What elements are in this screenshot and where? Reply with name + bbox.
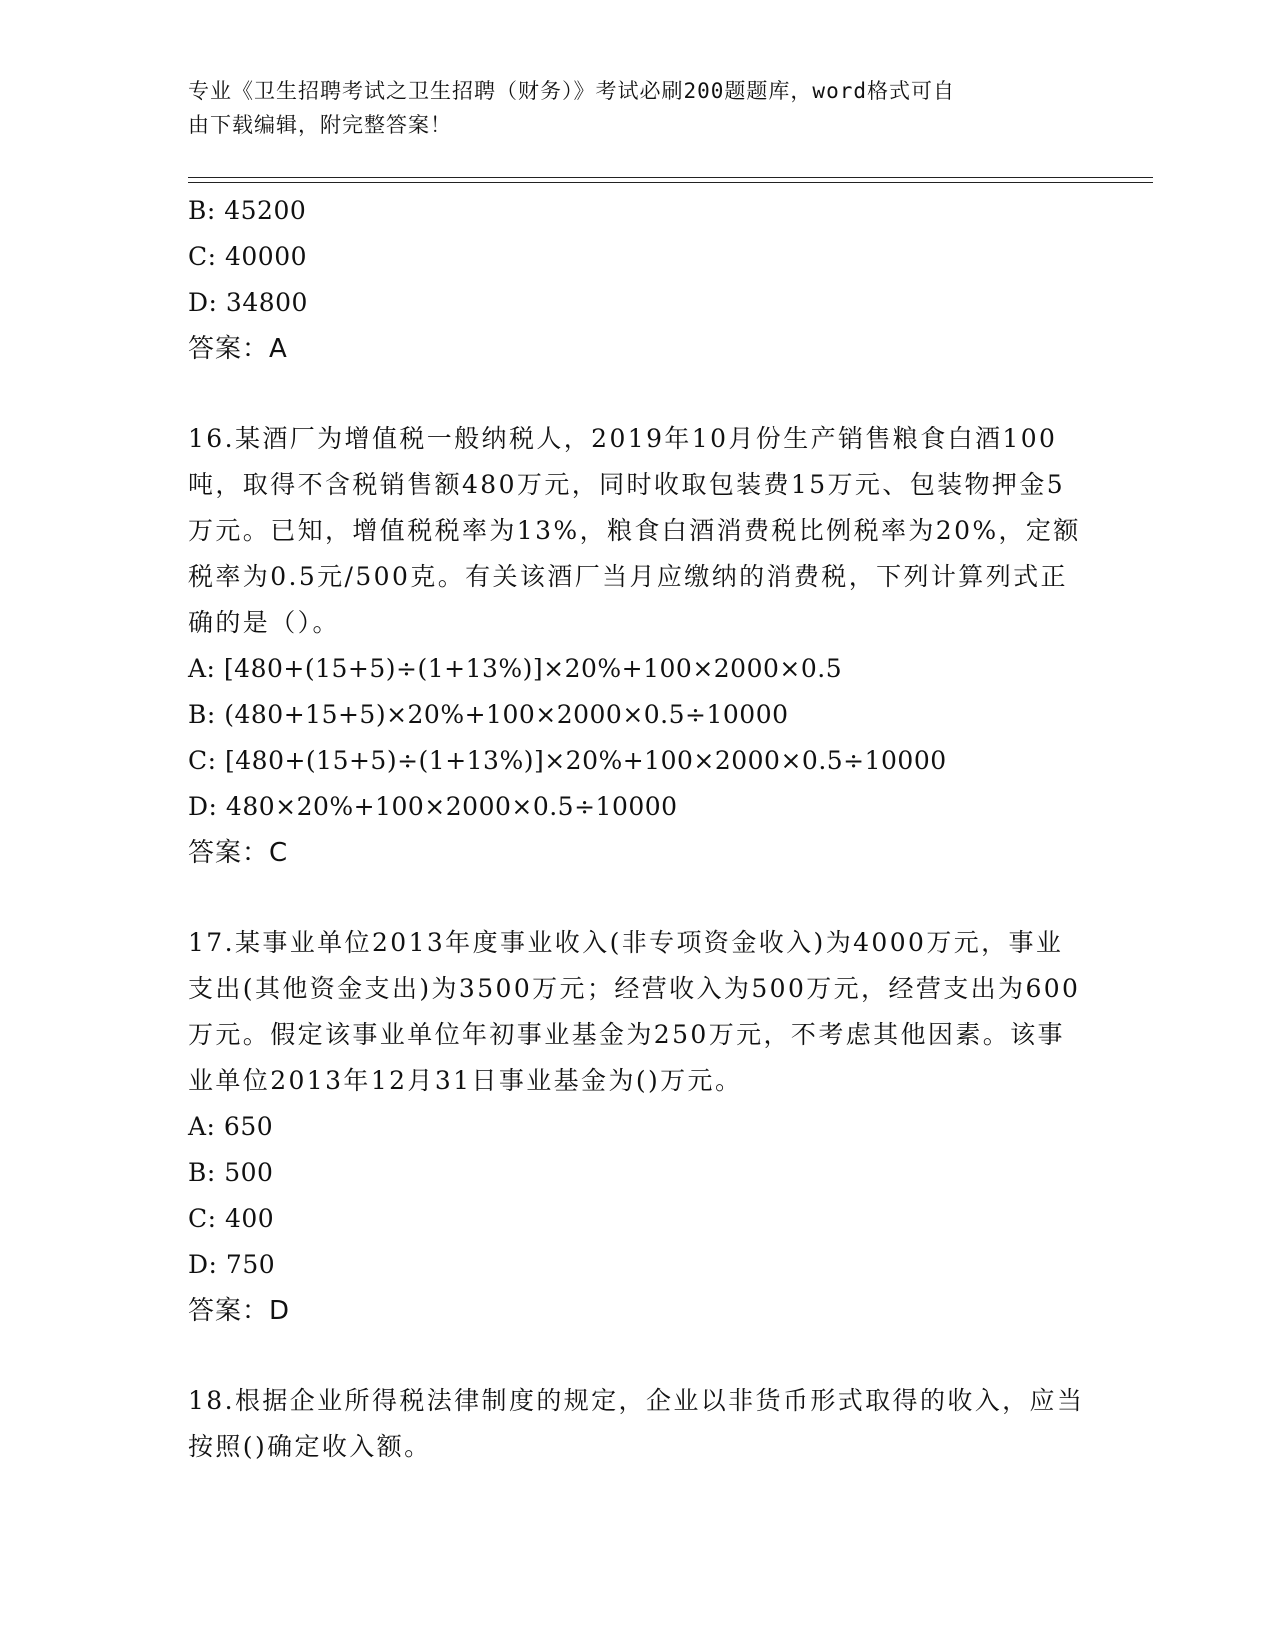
answer-line: 答案：D bbox=[188, 1296, 291, 1326]
option-b: B: 500 bbox=[188, 1158, 274, 1187]
spacer bbox=[188, 372, 1088, 416]
option-c: C: 40000 bbox=[188, 242, 308, 271]
option-a: A: 650 bbox=[188, 1112, 274, 1141]
question-18 bbox=[188, 1378, 1088, 1470]
spacer bbox=[188, 876, 1088, 920]
option-b: B: 45200 bbox=[188, 196, 307, 225]
option-c: C: 400 bbox=[188, 1204, 275, 1233]
document-body bbox=[188, 188, 1088, 1470]
option-c: C: [480+(15+5)÷(1+13%)]×20%+100×2000×0.5÷10000 bbox=[188, 746, 947, 775]
option-d: D: 750 bbox=[188, 1250, 276, 1279]
option-a: A: [480+(15+5)÷(1+13%)]×20%+100×2000×0.5 bbox=[188, 654, 843, 683]
question-16 bbox=[188, 416, 1088, 876]
answer-line: 答案：C bbox=[188, 838, 289, 868]
document-header bbox=[188, 74, 1068, 142]
option-d: D: 34800 bbox=[188, 288, 308, 317]
header-line-2: 由下载编辑，附完整答案！ bbox=[188, 113, 452, 137]
question-15-tail bbox=[188, 188, 1088, 372]
option-d: D: 480×20%+100×2000×0.5÷10000 bbox=[188, 792, 678, 821]
header-line-1: 专业《卫生招聘考试之卫生招聘（财务）》考试必刷200题题库，word格式可自 bbox=[188, 79, 955, 103]
question-stem: 18.根据企业所得税法律制度的规定，企业以非货币形式取得的收入，应当按照()确定收入额。 bbox=[188, 1386, 1085, 1461]
option-b: B: (480+15+5)×20%+100×2000×0.5÷10000 bbox=[188, 700, 789, 729]
question-17 bbox=[188, 920, 1088, 1334]
spacer bbox=[188, 1334, 1088, 1378]
question-stem: 17.某事业单位2013年度事业收入(非专项资金收入)为4000万元，事业支出(其他资金支出)为3500万元；经营收入为500万元，经营支出为600万元。假定该事业单位年初事业基金为250万元，不考虑其他因素。该事业单位2013年12月31日事业基金为()万元。 bbox=[188, 928, 1081, 1095]
header-divider-top bbox=[188, 177, 1153, 178]
header-divider-bottom bbox=[188, 182, 1153, 183]
question-stem: 16.某酒厂为增值税一般纳税人，2019年10月份生产销售粮食白酒100吨，取得不含税销售额480万元，同时收取包装费15万元、包装物押金5万元。已知，增值税税率为13%，粮食白酒消费税比例税率为20%，定额税率为0.5元/500克。有关该酒厂当月应缴纳的消费税，下列计算列式正确的是（）。 bbox=[188, 424, 1081, 637]
answer-line: 答案：A bbox=[188, 334, 288, 364]
